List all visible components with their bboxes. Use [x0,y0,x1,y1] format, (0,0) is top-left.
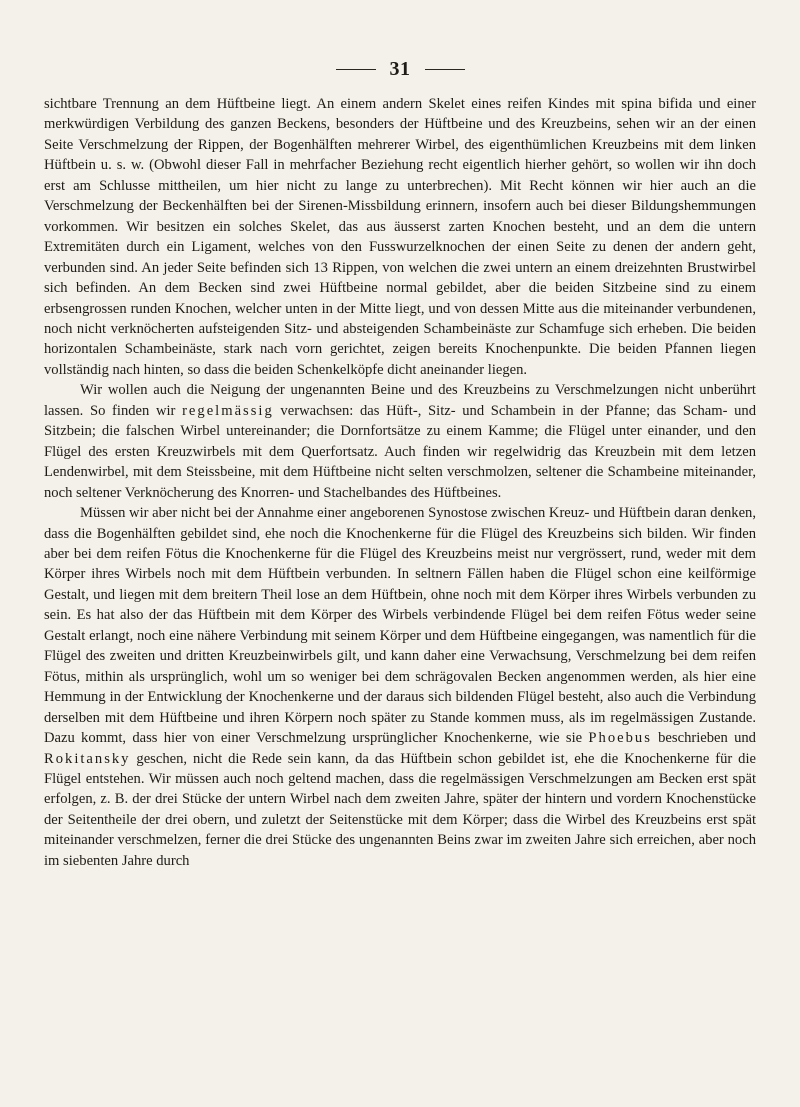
text-segment: Müssen wir aber nicht bei der Annahme einer angeborenen Synostose zwischen Kreuz- und Hüftbein daran denken, dass die Bogenhälften gebildet sind, ehe noch die Knochenkerne für die Flügel des Kreuzbeins sich bilden. Wir finden aber bei dem reifen Fötus die Knochenkerne für die Flügel des Kreuzbeins meist nur vergrössert, rund, weder mit dem Körper ihres Wirbels noch mit dem Hüftbein verbunden. In seltnern Fällen haben die Flügel schon eine keilförmige Gestalt, und liegen mit dem breitern Theil lose an dem Hüftbein, ohne noch mit dem Körper ihres Wirbels verbunden zu sein. Es hat also der das Hüftbein mit dem Körper des Wirbels verbindende Flügel bei dem reifen Fötus weder seine Gestalt erlangt, noch eine nähere Verbindung mit seinem Körper und dem Hüftbeine eingegangen, was namentlich für die Flügel des zweiten und dritten Kreuzbeinwirbels gilt, und kann daher eine Verwachsung, Verschmelzung bei dem reifen Fötus, mithin als ursprünglich, wohl um so weniger bei dem schrägovalen Becken angenommen werden, als hier eine Hemmung in der Entwicklung der Knochenkerne und der daraus sich bildenden Flügel besteht, also auch die Verbindung derselben mit dem Hüftbeine und ihren Körpern noch später zu Stande kommen muss, als im regelmässigen Zustande. Dazu kommt, dass hier von einer Verschmelzung ursprünglicher Knochenkerne, wie sie [44,505,756,747]
header-rule-left [336,69,376,70]
body-text [44,94,756,871]
spaced-name: Rokitansky [44,750,131,767]
page-header [44,58,756,81]
text-segment: geschen, nicht die Rede sein kann, da das Hüftbein schon gebildet ist, ehe die Knochenkerne für die Flügel entstehen. Wir müssen auch noch geltend machen, dass die regelmässigen Verschmelzungen am Becken erst spät erfolgen, z. B. der drei Stücke der untern Wirbel nach dem zweiten Jahre, später der hintern und vordern Knochenstücke der Seitentheile der drei obern, und zuletzt der Seitenstücke mit dem Körper; dass die Wirbel des Kreuzbeins erst spät miteinander verschmelzen, ferner die drei Stücke des ungenannten Beins zwar im zweiten Jahre sich erreichen, aber noch im siebenten Jahre durch [44,750,756,869]
paragraph [44,380,756,503]
spaced-name: regelmässig [182,402,274,419]
text-segment: sichtbare Trennung an dem Hüftbeine liegt. An einem andern Skelet eines reifen Kindes mit spina bifida und einer merkwürdigen Verbildung des ganzen Beckens, besonders der Hüftbeine und des Kreuzbeins, sehen wir an der einen Seite Verschmelzung der Rippen, der Bogenhälften mehrerer Wirbel, des eigenthümlichen Kreuzbeins mit dem linken Hüftbein u. s. w. (Obwohl dieser Fall in mehrfacher Beziehung recht eigentlich hierher gehört, so wollen wir ihn doch erst am Schlusse mittheilen, um hier nicht zu lange zu unterbrechen). Mit Recht können wir hier auch an die Verschmelzung der Beckenhälften bei der Sirenen-Missbildung erinnern, insofern auch bei dieser Bildungshemmungen vorkommen. Wir besitzen ein solches Skelet, das aus äusserst zarten Knochen besteht, und an dem die untern Extremitäten durch ein Ligament, welches von den Fusswurzelknochen der einen Seite zu denen der andern geht, verbunden sind. An jeder Seite befinden sich 13 Rippen, von welchen die zwei untern an einem dreizehnten Brustwirbel sich befinden. An dem Becken sind zwei Hüftbeine normal gebildet, aber die beiden Sitzbeine sind zu einem erbsengrossen runden Knochen, welcher unten in der Mitte liegt, und von dessen Mitte aus die miteinander verbundenen, noch nicht verknöcherten aufsteigenden Sitz- und absteigenden Schambeinäste zur Schamfuge sich erheben. Die beiden horizontalen Schambeinäste, stark nach vorn gerichtet, zeigen bereits Knochenpunkte. Die beiden Pfannen liegen vollständig nach hinten, so dass die beiden Schenkelköpfe dicht aneinander liegen. [44,96,756,378]
paragraph [44,503,756,871]
page-number: 31 [389,58,411,80]
paragraph [44,94,756,380]
book-page [44,60,756,1090]
spaced-name: Phoebus [588,730,652,747]
text-segment: Wir wollen auch die Neigung der ungenannten Beine und des Kreuzbeins zu Verschmelzungen nicht unberührt lassen. So finden wir [44,382,756,419]
text-segment: beschrieben und [651,730,756,747]
text-segment: verwachsen: das Hüft-, Sitz- und Schambein in der Pfanne; das Scham- und Sitzbein; die falschen Wirbel untereinander; die Dornfortsätze zu einem Kamme; die Flügel unter einander, und den Flügel des ersten Kreuzwirbels mit dem Querfortsatz. Auch finden wir regelwidrig das Kreuzbein mit dem letzen Lendenwirbel, mit dem Steissbeine, mit dem Hüftbeine nicht selten verschmolzen, seltener die Schambeine miteinander, noch seltener Verknöcherung des Knorren- und Stachelbandes des Hüftbeines. [44,402,756,501]
header-rule-right [425,69,465,70]
